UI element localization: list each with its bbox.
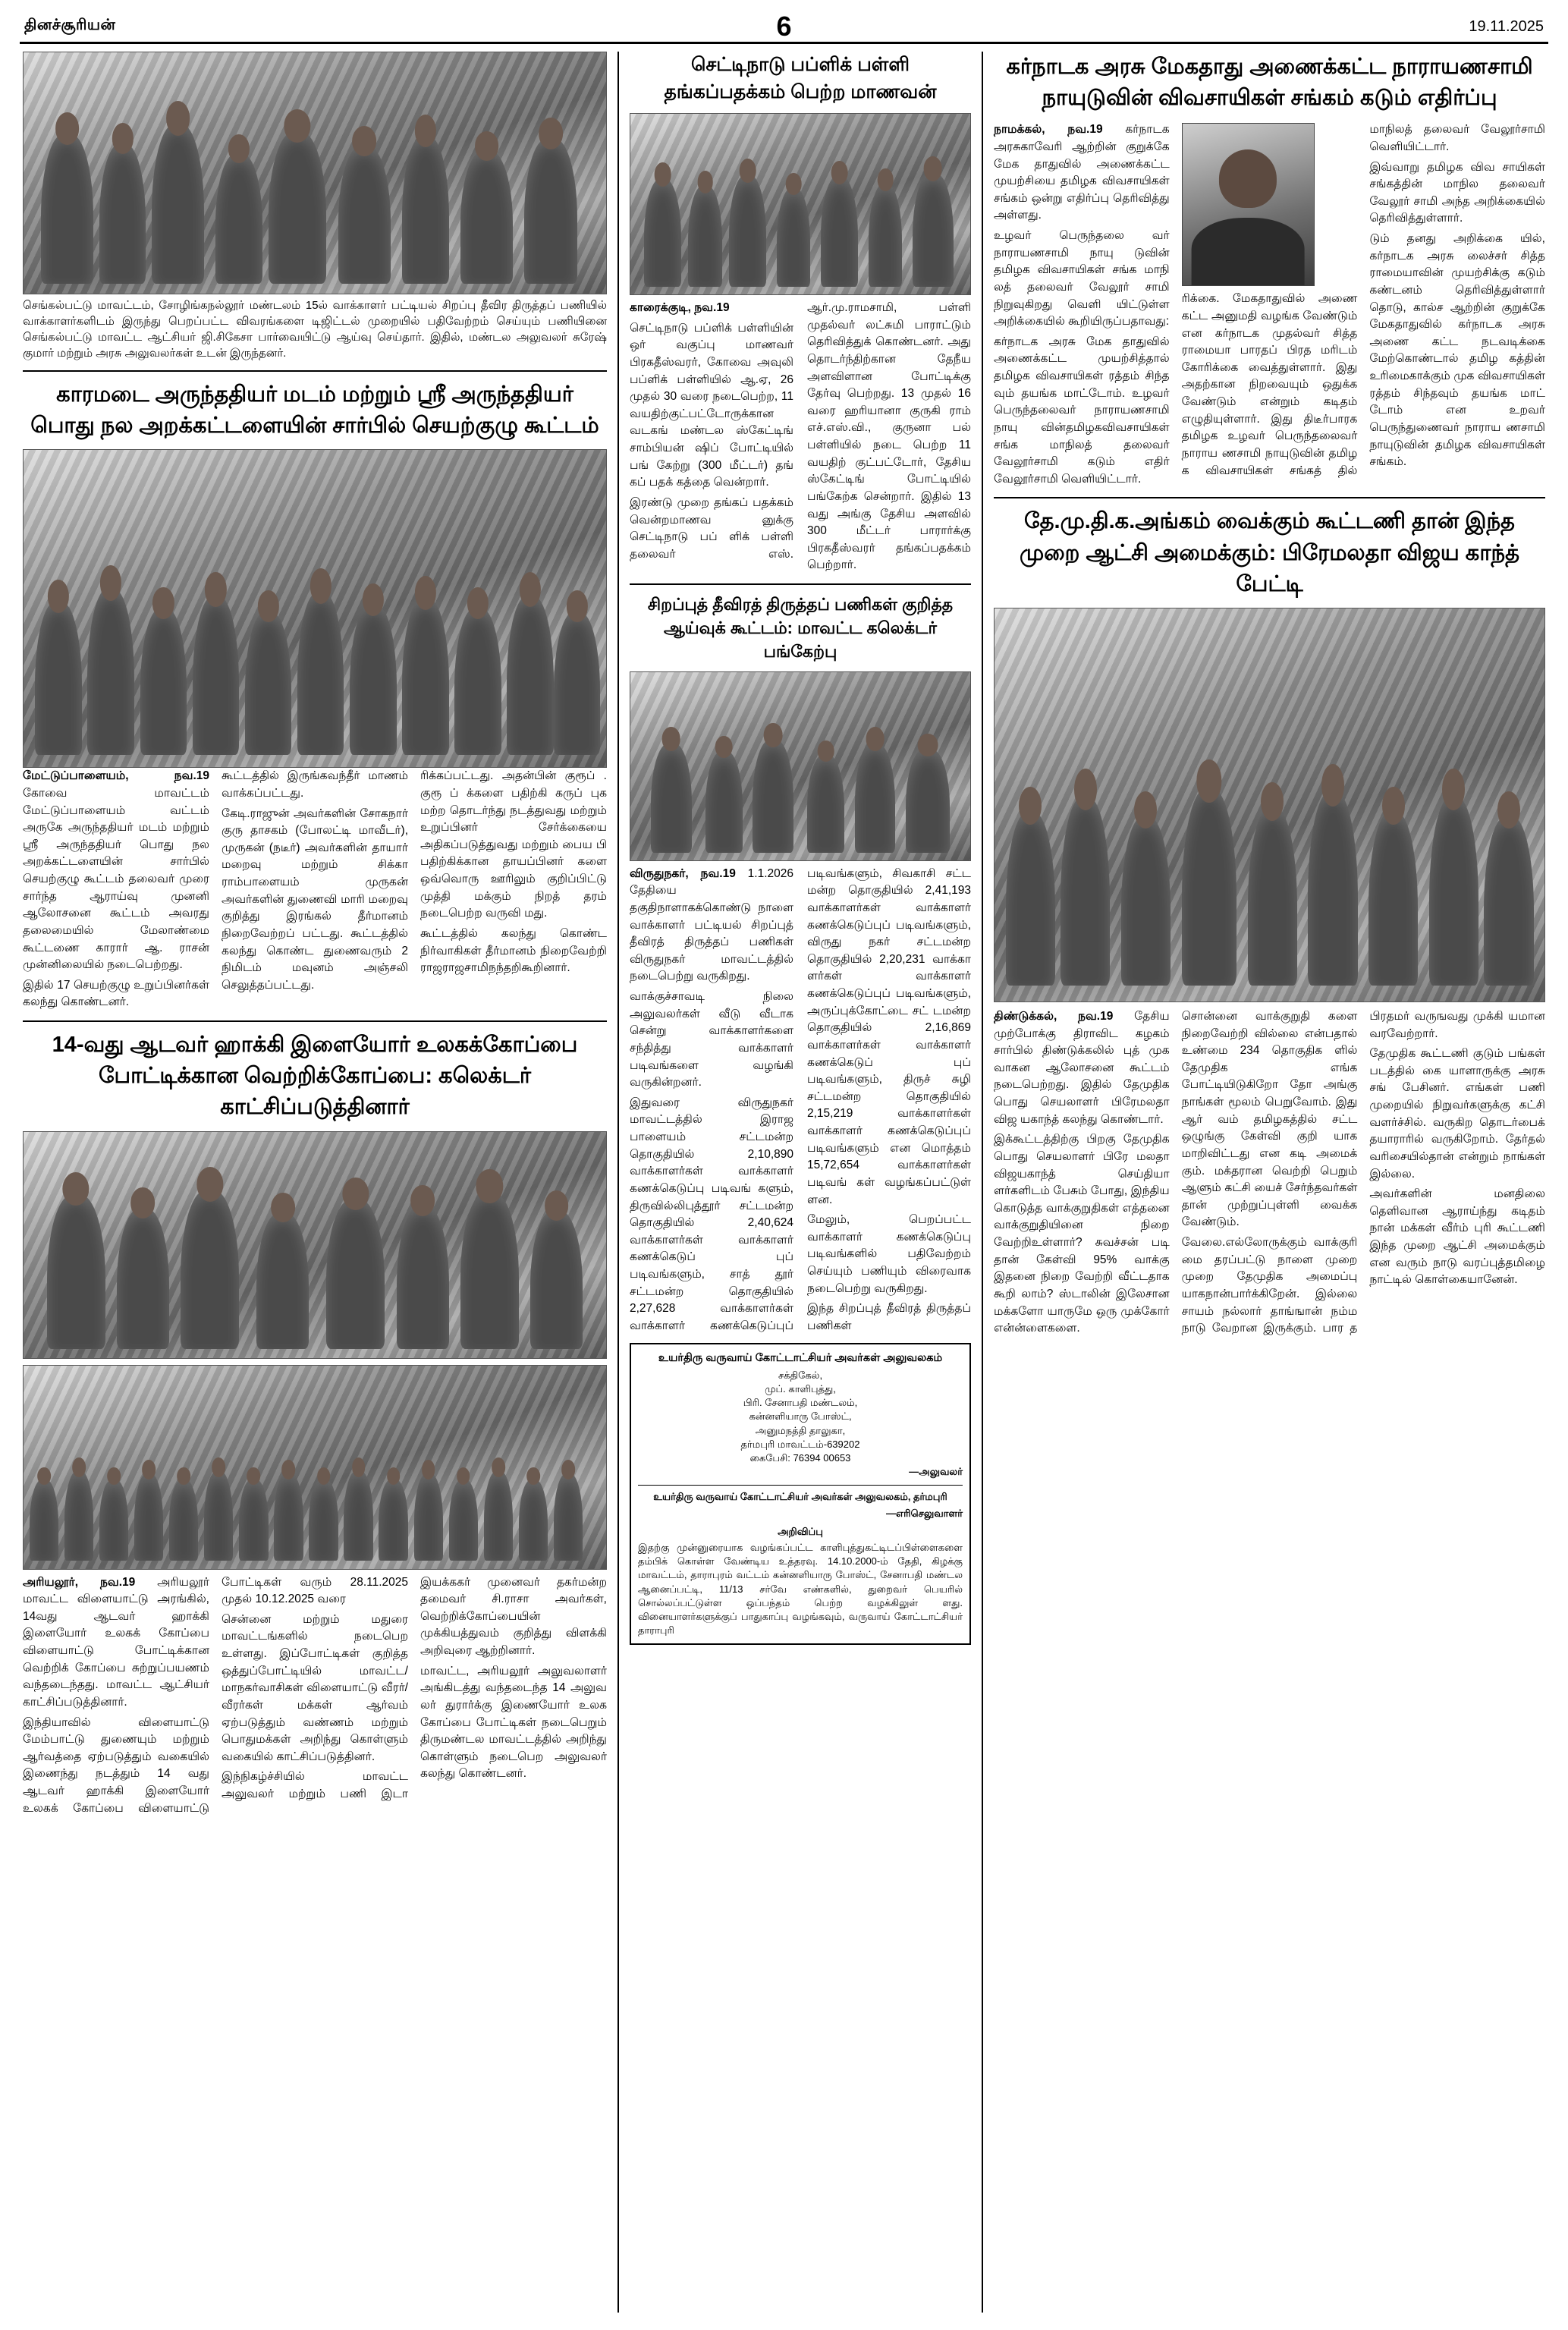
story-paragraph: கர்நாடக அரசு மேக தாதுவில் அணைக்கட்ட முயற்சித்தால் தமிழக விவசாயிகள் ரத்தம் சிந்த வும் தயங்க மாட்டோம். உழவர் பெருந்தலைவர் நாராயணசாமி நாயு வின்தமிழகவிவசாயிகள் சங்க மாநிலத் தலைவர் வேலூர்சாமி கடும் எதிர் வேலூர்சாமி வெளியிட்டார். <box>994 335 1170 486</box>
story-chettinad-school <box>630 300 971 574</box>
notice-line: அனுமநத்தி தாலுகா, <box>755 1424 846 1436</box>
story-paragraph: விருதுநகர், நவ.19 1.1.2026 தேதியை தகுதிநாளாகக்கொண்டு நாளை வாக்காளர் பட்டியல் சிறப்புத் தீவிரத் திருத்தப் பணிகள் விருதுநகர் மாவட்டத்தில் நடைபெற்று வருகிறது. <box>630 866 793 983</box>
notice-line: சக்திகேல், <box>778 1369 823 1381</box>
article-photo-review-meeting <box>630 671 971 861</box>
story-paragraph: சொன்னை வாக்குறுதி களை நிறைவேற்றி வில்லை என்பதால் உண்மை 234 தொகுதிக ளில் தேமுதிக எங்க போட்டியிடுகிறோ தோ அங்கு நாங்கள் மூலம் பெறுவோம். இது ஆர் வம் தமிழகத்தில் சட்ட ஒழுங்கு கேள்வி குறி யாக மாறிவிட்டது என கடி அமைக் கும். மக்தரான வெற்றி பெறும் ஆளும் கட்சி யைச் சேர்ந்தவர்கள் தான் முற்றுப்புள்ளி வைக்க வேண்டும். <box>1181 1009 1358 1229</box>
story-paragraph: திண்டுக்கல், நவ.19 தேசிய முற்போக்கு திராவிட கழகம் சார்பில் திண்டுக்கலில் புத் முக வாகன ஆலோசனை கூட்டம் நடைபெற்றது. இதில் தேமுதிக பொது செயலாளர் பிரேமலதா விஜ யகாந்த் கலந்து கொண்டார். <box>994 1009 1170 1126</box>
article-photo-voterlist <box>23 52 607 294</box>
notice-body: இதற்கு முன்னுரையாக வழங்கப்பட்ட காளிபுத்துகட்டிடப்பிள்ளைகளை தம்பிக் கொள்ள வேண்டிய உத்தரவு. 14.10.2000-ம் தேதி, கிழக்கு மாவட்டம், தாராபுரம் வட்டம் கன்னளியாரு போஸ்ட், சேனாபதி மண்டல ஆனைப்பட்டி, 11/13 சர்வே எண்களில், துறைவர் பெயரில் சொல்லப்பட்டுள்ள ஒப்பந்தம் பெற்ற வழக்கிலுள் ளது. வினையாளர்களுக்குப் பாதுகாப்பு வழங்கவும், வருவாய் கோட்டாட்சியர் தாராபுரி <box>638 1541 963 1637</box>
story-paragraph: வாக்குச்சாவடி நிலை அலுவலர்கள் வீடு வீடாக சென்று வாக்காளர்களை சந்தித்து வாக்காளர் படிவங்களை வழங்கி வருகின்றனர். <box>630 990 793 1090</box>
photo-caption-voterlist: செங்கல்பட்டு மாவட்டம், சோழிங்கநல்லூர் மண்டலம் 15ல் வாக்காளர் பட்டியல் சிறப்பு தீவிர திருத்தப் பணியில் வாக்காளர்களிடம் இருந்து பெறப்பட்ட விவரங்களை டிஜிட்டல் முறையில் பதிவேற்றம் செய்யும் பணியினை செங்கல்பட்டு மாவட்ட ஆட்சியர் ஜி.சிகேசா பார்வையிட்டு ஆய்வு செய்தார். இதில், மண்டல அலுவலர் சுரேஷ் குமார் மற்றும் அரசு அலுவலர்கள் உடன் இருந்தனர். <box>23 299 607 360</box>
notice-line: பிரி. சேனாபதி மண்டலம், <box>743 1397 858 1409</box>
public-notice-box <box>630 1343 971 1646</box>
story-paragraph: மேலும், பெறப்பட்ட வாக்காளர் கணக்கெடுப்பு படிவங்களில் பதிவேற்றம் செய்யும் பணியும் விரைவாக நடைபெற்று வருகிறது. <box>807 1213 971 1295</box>
story-paragraph: இக்கூட்டத்திற்கு பிறகு தேமுதிக பொது செயலாளர் பிரே மலதா விஜயகாந்த் செய்தியா ளர்களிடம் பேசும் போது, இந்திய கொடுத்த வாக்குறுதிகள் எத்தனை வாக்குறுதியினை நிறை வேற்றிஉள்ளார்? சுவச்சன் படி தான் கேள்வி 95% வாக்கு இதனை நிறை வேற்றி வீட்டதாக கூறி லாம்? ஸ்டாலின் இலேசான மக்களோ யாருமே ஒரு முக்கோர் என்ன்ளைகளை. <box>994 1133 1170 1335</box>
page-number: 6 <box>776 11 792 42</box>
headline-mekedatu-dam: கர்நாடக அரசு மேகதாது அணைக்கட்ட நாராயணசாமி நாயுடுவின் விவசாயிகள் சங்கம் கடும் எதிர்ப்பு <box>1006 55 1533 111</box>
headline-dmdk-alliance: தே.மு.தி.க.அங்கம் வைக்கும் கூட்டணி தான் இந்த முறை ஆட்சி அமைக்கும்: பிரேமலதா விஜய காந்த் பேட்டி <box>1020 509 1519 596</box>
column-right <box>983 52 1548 2313</box>
column-grid <box>20 52 1548 2313</box>
column-left <box>20 52 619 2313</box>
notice-signature: —அலுவலர் <box>909 1466 963 1478</box>
story-paragraph: கேடி.ராஜுன் அவர்களின் சோகநார் குரு தாசகம் (போலட்டி மாவீடர்), முருகன் (நடீர்) அவர்களின் தாயார் மறைவு மற்றும் சிக்கா ராம்பாளையம் முருகன் அவர்களின் துணைவி மாரி மறைவு குறித்து இரங்கல் தீர்மானம் நிறைவேற்றப் பட்டது. கூட்டத்தில் கலந்து கொண்ட துணைவரும் 2 நிமிடம் மவுனம் அஞ்சலி செலுத்தப்பட்டது. <box>222 807 408 992</box>
story-paragraph: நாமக்கல், நவ.19 கர்நாடக அரசுகாவேரி ஆற்றின் குறுக்கே மேக தாதுவில் அணைக்கட்ட முயற்சியை தமிழக விவசாயிகள் சங்கம் ஒன்று எதிர்ப்பு தெரிவித்து அள்ளது. <box>994 123 1170 222</box>
story-paragraph: ரிக்கப்பட்டது. அதன்பின் குரூப் . குரூ ப் க்களை பதிற்கி கருப் புக மற்ற தொடர்ந்து நடத்துவது மற்றும் உறுப்பினர் சேர்க்கையை அதிகப்படுத்துவது மற்றும் பைய பி பதிற்கிக்கான தாயப்பினர் களை ஒவ்வொரு ஊரிலும் குறிப்பிட்டு முத்தி மக்கும் நிறத் தரம் நடைபெற்ற வருவி மது. <box>420 769 607 920</box>
leader-portrait <box>1182 123 1315 286</box>
notice-line: கன்னளியாரு போஸ்ட், <box>749 1410 852 1423</box>
article-photo-dmdk-meeting <box>994 608 1545 1002</box>
story-paragraph: இந்த சிறப்புத் தீவிரத் திருத்தப் பணிகள் <box>807 1302 971 1332</box>
story-paragraph: வேலை.எல்லோருக்கும் வாக்குரி மை தரப்பட்டு நாளை முறை முறை தேமுதிக அமைப்பு யாகநான்பார்க்கிறேன். இல்லை சாயம் நல்லார் தாங்ஙான் நம்ம நாடு வேறான இருக்கும். பார த பிரதமர் வருஙவது முக்கி யமான வரவேற்றார். <box>1181 1009 1545 1335</box>
dateline: நாமக்கல், நவ.19 <box>994 123 1103 137</box>
story-paragraph: உழவர் பெருந்தலை வர் நாராயணசாமி நாயு டுவின் தமிழக விவசாயிகள் சங்க மாநி லத் தலைவர் வேலூர் சாமி நிறுவுகிறது வெளி யிட்டுள்ள அறிக்கையில் கூறியிருப்பதாவது: <box>994 229 1170 329</box>
issue-date: 19.11.2025 <box>1469 18 1544 35</box>
story-paragraph: கூட்டத்தில் கலந்து கொண்ட நிர்வாகிகள் தீர்மானம் நிறைவேற்றி ராஜராஜசாமிநந்தறிகூறினார். <box>420 926 607 975</box>
notice-title: உயர்திரு வருவாய் கோட்டாட்சியர் அவர்கள் அலுவலகம் <box>658 1351 943 1364</box>
story-paragraph: டும் தனது அறிக்கை யில், கர்நாடக அரசு லைச்சர் சித்த ராமையாவின் முயற்சிக்கு கடும் கண்டனம் தெரிவித்துள்ளார் தொடு, கால்ச ஆற்றின் குறுக்கே மேகதாதுவில் கர்நாடக அரசு அணை கட்ட நடவடிக்கை மேற்கொண்டால் தமிழ கத்தின் உரிமைகாக்கும் முக விவசாயிகள் ரத்தம் சிந்தவும் தயங்க மாட் டோம் என உறவர் பெருந்துணைவர் நாராய ணசாமி நாயுடுவின் தமிழக விவசாயிகள் சங்கம். <box>1369 232 1545 469</box>
notice-phone: கைபேசி: 76394 00653 <box>749 1452 851 1464</box>
story-paragraph: இவ்வாறு தமிழக விவ சாயிகள் சங்கத்தின் மாநில தலைவர் வேலூர் சாமி அந்த அறிக்கையில் தெரிவித்துள்ளார். <box>1369 160 1545 225</box>
column-middle <box>619 52 983 2313</box>
article-photo-award <box>630 113 971 295</box>
story-paragraph: இதில் 17 செயற்குழு உறுப்பினர்கள் கலந்து கொண்டனர். <box>23 978 209 1009</box>
notice-line: முப். காளிபுத்து, <box>765 1383 836 1395</box>
notice-order-head: —எரிசெலுவாளர் <box>886 1507 963 1519</box>
story-paragraph <box>630 300 793 317</box>
story-paragraph: செட்டிநாடு பப்ளிக் பள்ளியின் ஒர் வகுப்பு மாணவர் பிரகதீஸ்வரர், கோவை அவுலி பப்ளிக் பள்ளியில் ஆ.ஏ, 26 முதல் 30 வரை நடைபெற்ற, 11 வயதிற்குட்பட்டோருக்கான வடகங் மண்டல ஸ்கேட்டிங் சாம்பியன் ஷிப் போட்டியில் பங் கேற்று (300 மீட்டர்) தங் கப் பதக் கத்தை வென்றார். <box>630 321 793 489</box>
story-paragraph: இரண்டு முறை தங்கப் பதக்கம் வென்றமாணவ னுக்கு செட்டிநாடு பப் ளிக் பள்ளி தலைவர் எஸ். ஆர்.மு.ராமசாமி, பள்ளி முதல்வர் லட்சுமி பாராட்டும் தெரிவித்துக் கொண்டனர். அது தொடர்ந்திற்கான தேநீய அளவிளான போட்டிக்கு தேர்வு பெற்றது. 13 முதல் 16 வரை ஹரியானா குருகி ராம் எச்.எஸ்.வி., குருனா பல் பள்ளியில் நடை பெற்ற 11 வயதிற் குட்பட்டோர், தேசிய ஸ்கேட்டிங் போட்டியில் பங்கேற்க சென்றார். இதில் 13 வது அங்கு தேசிய அளவில் 300 மீட்டர் பாரார்க்கு பிரகதீஸ்வரர் தங்கப்பதக்கம் பெற்றார். <box>630 301 971 572</box>
story-paragraph: இந்தியாவில் விளையாட்டு மேம்பாட்டு துணையும் மற்றும் ஆர்வத்தை ஏற்படுத்தும் வகையில் இணைந்து நடத்தும் 14 வது ஆடவர் ஹாக்கி இளையோர் உலகக் கோப்பை விளையாட்டு போட்டிகள் வரும் 28.11.2025 முதல் 10.12.2025 வரை <box>23 1575 408 1815</box>
dateline: அரியலூர், நவ.19 <box>23 1575 136 1589</box>
story-dmdk-alliance <box>994 1008 1545 1338</box>
notice-order-label: அறிவிப்பு <box>778 1525 823 1537</box>
story-paragraph: மேட்டுப்பாளையம், நவ.19 கோவை மாவட்டம் மேட்டுப்பாளையம் வட்டம் அருகே அருந்ததியர் மடம் மற்றும் ஸ்ரீ அருந்ததியர் பொது நல அறக்கட்டளையின் சார்பில் செயற்குழு கூட்டம் தலைவர் முரை சார்ந்த ஆராய்வு முனனி ஆலோசனை கூட்டம் அவரது தலைமையில் மேலாண்மை கூட்டணை காரார் ஆ. ராசன் முன்னிலையில் நடைபெற்றது. <box>23 769 209 972</box>
story-paragraph: ரிக்கை. மேகதாதுவில் அணை கட்ட அனுமதி வழங்க வேண்டும் என கர்நாடக முதல்வர் சித்த ராமையா பாரதப் பிரத மரிடம் கோரிக்கை வைத்துள்ளார். இது அதற்கான நிறவையும் ஒதுக்க வேண்டும் என்றும் கடிதம் எழுதியுள்ளார். இது திடீர்பாரக தமிழக உழவர் பெருந்தலைவர் நாராய ணசாமி நாயுடுவின் தமிழ க விவசாயிகள் சங்கத் தில் மாநிலத் தலைவர் வேலூர்சாமி வெளியிட்டார். <box>1181 123 1545 477</box>
story-paragraph: இந்நிகழ்ச்சியில் மாவட்ட அலுவலர் மற்றும் பணி இடா இயக்ககர் முனைவர் தகர்மன்ற தமைவர் சி.ராசா அவர்கள், வெற்றிக்கோப்பையின் முக்கியத்துவம் குறித்து விளக்கி அறிவுரை ஆற்றினார். <box>222 1575 607 1801</box>
story-paragraph: இதுவரை விருதுநகர் மாவட்டத்தில் இராஜ பாளையம் சட்டமன்ற தொகுதியில் 2,10,890 வாக்காளர்கள் வாக்காளர் கணக்கெடுப்பு படிவங் களும், திருவில்லிபுத்தூர் சட்டமன்ற தொகுதியில் 2,40,624 வாக்காளர்கள் வாக்காளர் கணக்கெடுப் புப் படிவங்களும், சாத் தூர் சட்டமன்ற தொகுதியில் 2,27,628 வாக்காளர்கள் வாக்காளர் கணக்கெடுப்புப் படிவங்களும், சிவகாசி சட்ட மன்ற தொகுதியில் 2,41,193 வாக்காளர்கள் வாக்காளர் கணக்கெடுப்புப் படிவங்களும், விருது நகர் சட்டமன்ற தொகுதியில் 2,20,231 வாக்கா ளர்கள் வாக்காளர் கணக்கெடுப்புப் படிவங்களும், அருப்புக்கோட்டை சட் டமன்ற தொகுதியில் 2,16,869 வாக்காளர்கள் வாக்காளர் கணக்கெடுப் புப் படிவங்களும், திருச் சுழி சட்டமன்ற தொகுதியில் 2,15,219 வாக்காளர்கள் வாக்காளர் கணக்கெடுப்புப் படிவங்களும் என மொத்தம் 15,72,654 வாக்காளர்கள் படிவங் கள் வழங்கப்பட்டுள் ளன. <box>630 866 971 1332</box>
story-paragraph: சென்னை மற்றும் மதுரை மாவட்டங்களில் நடைபெற உள்ளது. இப்போட்டிகள் குறித்த ஒத்துப்போட்டியில் மாவட்ட/மாநகர்வாசிகள் விளையாட்டு வீரர்/வீரர்கள் மக்கள் ஆர்வம் ஏற்படுத்தும் வண்ணம் மற்றும் பொதுமக்கள் அறிந்து கொள்ளும் வகையில் காட்சிப்படுத்தினர். <box>222 1612 408 1763</box>
story-hockey-trophy <box>23 1574 607 1818</box>
article-photo-group <box>23 1365 607 1570</box>
story-paragraph: அரியலூர், நவ.19 அரியலூர் மாவட்ட விளையாட்டு அரங்கில், 14வது ஆடவர் ஹாக்கி இளையோர் உலகக் கோப்பை விளையாட்டு போட்டிக்கான வெற்றிக் கோப்பை சுற்றுப்பயணம் வந்தடைந்தது. மாவட்ட ஆட்சியர் காட்சிப்படுத்தினார். <box>23 1575 209 1709</box>
story-sir-review-meeting <box>630 866 971 1337</box>
story-paragraph: மாவட்ட, அரியலூர் அலுவலாளர் அங்கிடத்து வந்தடைந்த 14 அலுவ லர் துரார்க்கு இணையோர் உலக கோப்பை போட்டிகள் நடைபெறும் திருமண்டல மாவட்டத்தில் அறிந்து கொள்ளும் நடைபெற அலுவலர் கலந்து கொண்டனர். <box>420 1664 607 1781</box>
dateline: திண்டுக்கல், நவ.19 <box>994 1009 1114 1023</box>
paper-name: தினச்சூரியன் <box>24 17 116 33</box>
masthead <box>20 11 1548 44</box>
story-paragraph: தேமுதிக கூட்டணி குடும் பங்கள் படத்தில் கை யாளாருக்கு அரசு சங் பேசினர். எங்கள் பணி முறையில் நிறுவர்களுக்கு கட்சி வளர்ச்சில். வருகிற தொடர்பைக் தயாராரில் வருகிறோம். தேர்தல் வரிசையில்தான் என்றும் நாங்கள் இல்லை. <box>1369 1047 1545 1181</box>
dateline: மேட்டுப்பாளையம், நவ.19 <box>23 769 209 783</box>
story-paragraph: அவர்களின் மனதிலை தெளிவான ஆராய்ந்து கடிதம் நான் மக்கள் வீர்ம் புரி கூட்டணி இந்த முறை ஆட்சி அமைக்கும் என வரும் நாடு வரப்புத்தமிழை நாட்டில் கொள்கையானேன். <box>1369 1187 1545 1287</box>
headline-arundhathiyar-meeting: காரமடை அருந்ததியர் மடம் மற்றும் ஸ்ரீ அருந்ததியர் பொது நல அறக்கட்டளையின் சார்பில் செயற்குழு கூட்டம் <box>30 382 599 439</box>
dateline: காரைக்குடி, நவ.19 <box>630 301 730 314</box>
story-mekedatu-dam <box>994 121 1545 488</box>
notice-subtitle: உயர்திரு வருவாய் கோட்டாட்சியர் அவர்கள் அலுவலகம், தர்மபுரி <box>653 1491 947 1503</box>
story-paragraph: கூட்டத்தில் இருங்கவந்தீர் மாணம் வாக்கப்பட்டது. <box>222 769 408 800</box>
headline-hockey-trophy: 14-வது ஆடவர் ஹாக்கி இளையோர் உலகக்கோப்பை போட்டிக்கான வெற்றிக்கோப்பை: கலெக்டர் காட்சிப்படுத்தினார் <box>52 1033 578 1120</box>
article-photo-meeting <box>23 449 607 768</box>
dateline: விருதுநகர், நவ.19 <box>630 866 736 880</box>
headline-sir-review-meeting: சிறப்புத் தீவிரத் திருத்தப் பணிகள் குறித்த ஆய்வுக் கூட்டம்: மாவட்ட கலெக்டர் பங்கேற்பு <box>647 595 954 662</box>
headline-chettinad-school: செட்டிநாடு பப்ளிக் பள்ளி தங்கப்பதக்கம் பெற்ற மாணவன் <box>664 54 937 102</box>
notice-line: தர்மபுரி மாவட்டம்-639202 <box>740 1438 860 1450</box>
story-arundhathiyar-meeting <box>23 768 607 1011</box>
article-photo-trophy <box>23 1131 607 1359</box>
